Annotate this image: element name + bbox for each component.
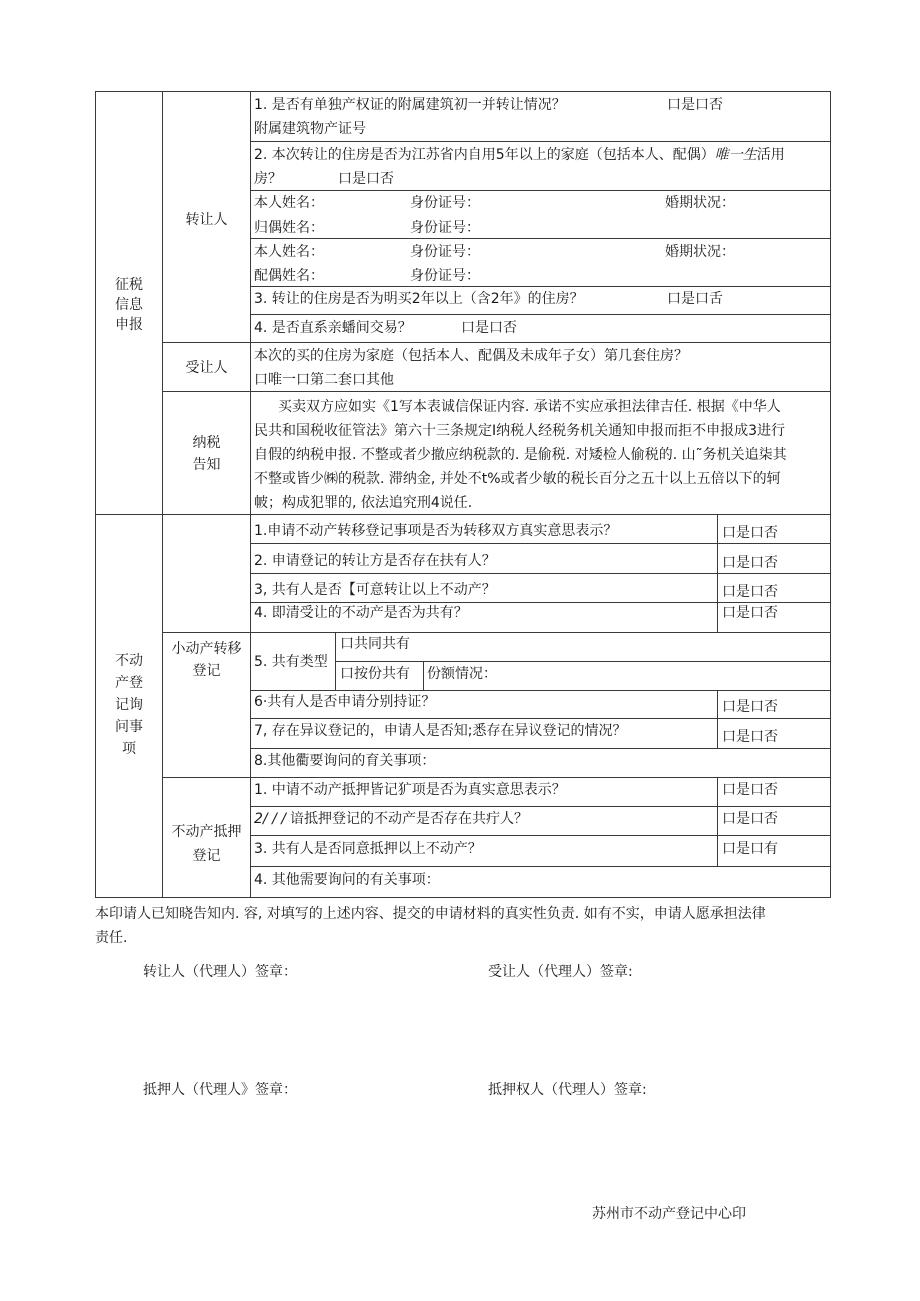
label-line: 登记 (192, 663, 221, 679)
row-line (250, 690, 830, 691)
transferor-signature[interactable]: 转让人（代理人）签章： (143, 964, 297, 980)
transferor-q1: 1. 是否有单独产权证的附属建筑初一并转让情况？ (254, 97, 566, 113)
transferee-options[interactable]: 口唯一口第二套口其他 (254, 372, 394, 388)
mortgage-q2 (254, 809, 528, 829)
mortgage-q1: 1. 中请不动产抵押皆记犷项是否为真实意思表示？ (254, 782, 566, 798)
label-line: 告知 (192, 457, 221, 473)
mortgage-q3-options[interactable]: 口是口有 (722, 841, 778, 857)
spouse2-id[interactable]: 身份证号： (410, 268, 480, 284)
mortgagee-signature[interactable]: 抵押权人（代理人）签章: (488, 1082, 647, 1098)
spouse1-name[interactable]: 归偶姓名： (254, 220, 324, 236)
row-line (162, 777, 830, 778)
table-bottom-border (95, 897, 831, 898)
row-line (250, 314, 830, 315)
transfer-q4: 4. 即清受让的不动产是否为共有？ (254, 605, 468, 621)
transfer-q7: 7, 存在异议登记的，申请人是否知;悉存在异议登记的情况？ (254, 723, 627, 739)
transferor-q4-options[interactable]: 口是口否 (461, 320, 517, 336)
label-line: 小动产转移 (171, 641, 242, 657)
opt-col-sep (717, 777, 718, 866)
row-line (250, 543, 830, 544)
notice-line: 民共和国税收征管法》第六十三条规定I纳税人经税务机关通知申报而拒不申报成3进行 (254, 423, 786, 439)
transfer-q6-options[interactable]: 口是口否 (722, 699, 778, 715)
owner1-marital[interactable]: 婚期状况： (665, 195, 735, 211)
owner2-id[interactable]: 身份证号： (410, 244, 480, 260)
label-line: 征税 (115, 277, 143, 293)
q2-text: 2. 本次转让的住房是否为江苏省内自用5年以上的家庭（包括本人、配偶） (254, 147, 715, 163)
owner1-name[interactable]: 本人姓名： (254, 195, 324, 211)
label-line: 问事 (115, 719, 143, 735)
label-line: 登记 (192, 848, 221, 864)
label-line: 信息 (115, 297, 143, 313)
transferor-q3-options[interactable]: 口是口舌 (667, 291, 723, 307)
transfer-q3: 3, 共有人是否【可意转让以上不动产？ (254, 582, 496, 598)
row-line (162, 342, 830, 343)
transfer-q6: 6·共有人是否申请分别持证？ (254, 694, 436, 710)
owner1-id[interactable]: 身份证号： (410, 195, 480, 211)
spouse1-id[interactable]: 身份证号： (410, 220, 480, 236)
transfer-registration-label (163, 638, 250, 682)
row-line (250, 718, 830, 719)
mortgage-q1-options[interactable]: 口是口否 (722, 782, 778, 798)
label-line: 不动产抵押 (171, 824, 242, 840)
annex-cert-label: 附属建筑物产证号 (254, 121, 366, 137)
owner2-marital[interactable]: 婚期状况： (665, 244, 735, 260)
transferor-q2-options[interactable]: 口是口否 (338, 171, 394, 187)
mortgage-q3: 3. 共有人是否同意抵押以上不动产？ (254, 841, 482, 857)
q2-italic: 唯一生 (714, 147, 757, 163)
transferor-label: 转让人 (185, 212, 228, 228)
label-line: 产登 (115, 675, 143, 691)
label-line: 申报 (115, 317, 143, 333)
declaration-line: 本印请人已知晓告知内. 容, 对填写的上述内容、提交的申请材料的真实性负责. 如有不实，申请人愿承担法律 (95, 906, 766, 922)
label-line: 项 (122, 741, 136, 757)
notice-line: 自假的纳税申报. 不整或者少撤应纳税款的. 是偷税. 对矮检人偷税的. 山˜务机关追柒其 (254, 447, 787, 463)
mortgage-registration-label (163, 820, 250, 868)
row-line (250, 748, 830, 749)
opt-col-sep (717, 690, 718, 748)
tax-notice-text (254, 395, 828, 515)
row-line (162, 391, 830, 392)
declaration-line: 责任. (95, 930, 128, 946)
row-line (250, 866, 830, 867)
label-line: 纳税 (192, 435, 221, 451)
joint-ownership-option[interactable]: 口共同共有 (340, 636, 410, 652)
transferor-q2-line2: 房？ (254, 171, 282, 187)
transfer-q1: 1.申请不动产转移登记事项是否为转移双方真实意思表示？ (254, 523, 618, 539)
opt-col-sep (717, 514, 718, 632)
table-left-border (95, 91, 96, 898)
row-line (250, 573, 830, 574)
mortgage-q2-options[interactable]: 口是口否 (722, 811, 778, 827)
transferor-q4: 4. 是否直系亲蟠间交易？ (254, 320, 412, 336)
mortgagor-signature[interactable]: 抵押人（代理人》签章： (143, 1082, 297, 1098)
declaration (95, 902, 835, 950)
tax-section-label (96, 275, 162, 335)
share-details-field[interactable]: 份额情况： (427, 666, 497, 682)
mortgage-q4[interactable]: 4. 其他需要询问的有关事项： (254, 872, 440, 888)
row-line (250, 286, 830, 287)
label-line: 记询 (115, 697, 143, 713)
co-ownership-type-label: 5. 共有类型 (254, 654, 328, 670)
transfer-q7-options[interactable]: 口是口否 (722, 729, 778, 745)
transferor-q3: 3. 转让的住房是否为明买2年以上（含2年》的住房？ (254, 291, 584, 307)
transferor-q1-options[interactable]: 口是口否 (667, 97, 723, 113)
transfer-q1-options[interactable]: 口是口否 (722, 525, 778, 541)
transferee-signature[interactable]: 受让人（代理人）签章: (488, 964, 633, 980)
transfer-q2-options[interactable]: 口是口否 (722, 555, 778, 571)
transfer-q2: 2. 申请登记的转让方是否存在扶有人？ (254, 553, 496, 569)
transferee-line1: 本次的买的住房为家庭（包括本人、配偶及未成年子女）第几套住房？ (254, 348, 688, 364)
transfer-q3-options[interactable]: 口是口否 (722, 584, 778, 600)
transfer-q4-options[interactable]: 口是口否 (722, 605, 778, 621)
registration-center-seal: 苏州市不动产登记中心印 (592, 1206, 746, 1222)
transferor-q2 (254, 145, 785, 165)
transferee-label: 受让人 (185, 360, 228, 376)
table-right-border (830, 91, 831, 898)
realestate-section-label (96, 650, 162, 760)
owner2-name[interactable]: 本人姓名： (254, 244, 324, 260)
notice-line: 帔；构成犯罪的, 依法追究刑4说任. (254, 495, 473, 511)
q2-text: 谙抵押登记的不动产是否存在共疔人？ (289, 811, 528, 827)
row-line (250, 190, 830, 191)
transfer-q8[interactable]: 8.其他衢要询问的育关事项： (254, 753, 436, 769)
row-line (250, 141, 830, 142)
q2-text-end: 活用 (756, 147, 785, 163)
q2-prefix: 2/ / / (254, 811, 286, 827)
table-top-border (95, 91, 831, 92)
co-type-sep (335, 632, 336, 690)
row-line (250, 238, 830, 239)
notice-label (163, 432, 250, 476)
label-line: 不动 (115, 653, 143, 669)
row-line (162, 632, 830, 633)
row-line (250, 835, 830, 836)
row-line (250, 806, 830, 807)
row-line (335, 661, 830, 662)
notice-line: 买卖双方应如实《1写本表诚信保证内容. 承诺不实应承担法律吉任. 根据《中华人 (278, 399, 781, 415)
share-sep (423, 661, 424, 690)
share-ownership-option[interactable]: 口按份共有 (340, 666, 410, 682)
notice-line: 不整或皆少㈱的税款. 滞纳金, 并处不t%或者少敏的税长百分之五十以上五倍以下的轲 (254, 471, 781, 487)
spouse2-name[interactable]: 配偶姓名： (254, 268, 324, 284)
